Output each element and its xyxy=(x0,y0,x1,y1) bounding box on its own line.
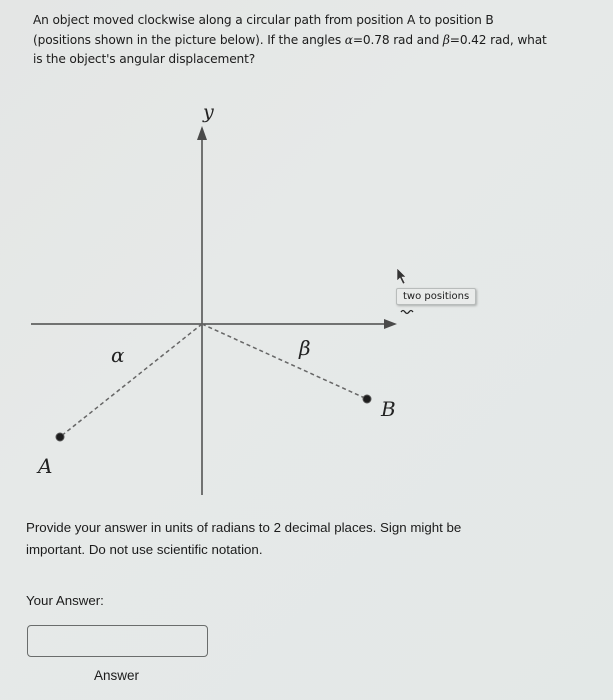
question-line-2-text: (positions shown in the picture below). If the angles xyxy=(33,32,345,47)
your-answer-label: Your Answer: xyxy=(26,593,104,608)
beta-value: =0.42 rad, what xyxy=(449,32,547,47)
alpha-value: =0.78 rad and xyxy=(352,32,443,47)
alpha-symbol: α xyxy=(344,32,353,47)
question-text xyxy=(33,11,593,70)
alpha-label: α xyxy=(111,343,125,367)
question-line-2 xyxy=(33,31,593,51)
point-a-label: A xyxy=(38,454,53,478)
instructions xyxy=(26,517,586,560)
instructions-line-1: Provide your answer in units of radians to 2 decimal places. Sign might be xyxy=(26,520,462,535)
point-a xyxy=(56,433,64,441)
tooltip: two positions xyxy=(396,288,476,305)
beta-label: β xyxy=(299,336,311,360)
x-axis-label-partial xyxy=(401,311,413,314)
mouse-cursor-icon xyxy=(397,268,406,284)
coordinate-diagram xyxy=(0,90,613,510)
instructions-line-2: important. Do not use scientific notation. xyxy=(26,541,263,557)
answer-button[interactable]: Answer xyxy=(94,668,140,683)
x-axis-arrow xyxy=(384,319,397,329)
question-line-3: is the object's angular displacement? xyxy=(33,52,256,66)
beta-symbol: β xyxy=(442,32,450,47)
point-b-label: B xyxy=(381,397,396,421)
question-line-1: An object moved clockwise along a circular path from position A to position B xyxy=(33,13,494,27)
answer-input[interactable] xyxy=(27,625,208,657)
radius-line-a xyxy=(60,324,202,437)
radius-line-b xyxy=(202,324,367,399)
y-axis-label: y xyxy=(203,101,214,123)
y-axis-arrow xyxy=(197,126,207,140)
point-b xyxy=(363,395,371,403)
